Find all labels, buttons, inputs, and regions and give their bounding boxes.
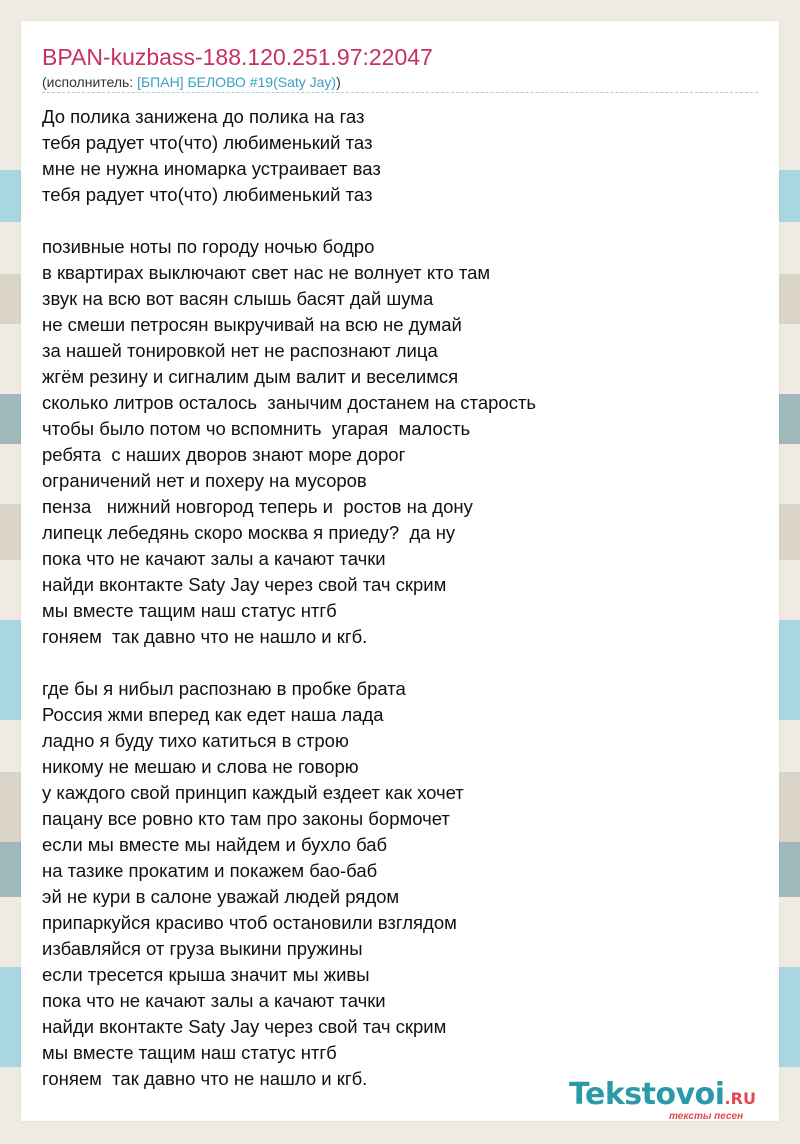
logo-wordmark — [569, 1077, 756, 1112]
lyric-line: если тресется крыша значит мы живы — [42, 964, 370, 985]
lyric-line: Россия жми вперед как едет наша лада — [42, 704, 384, 725]
lyric-line: никому не мешаю и слова не говорю — [42, 756, 359, 777]
lyric-line: позивные ноты по городу ночью бодро — [42, 236, 375, 257]
lyric-line — [42, 650, 762, 676]
lyric-line: на тазике прокатим и покажем бао-баб — [42, 860, 378, 881]
lyric-line: липецк лебедянь скоро москва я приеду? да ну — [42, 522, 456, 543]
lyrics-text — [42, 104, 762, 1092]
song-title: BPAN-kuzbass-188.120.251.97:22047 — [42, 44, 433, 70]
lyric-line: тебя радует что(что) любименький таз — [42, 184, 373, 205]
lyric-line: если мы вместе мы найдем и бухло баб — [42, 834, 388, 855]
lyric-line: припаркуйся красиво чтоб остановили взглядом — [42, 912, 457, 933]
lyric-line: у каждого свой принцип каждый ездеет как хочет — [42, 782, 464, 803]
lyric-line: не смеши петросян выкручивай на всю не думай — [42, 314, 462, 335]
artist-suffix: ) — [336, 74, 341, 90]
lyric-line: жгём резину и сигналим дым валит и веселимся — [42, 366, 459, 387]
lyric-line: чтобы было потом чо вспомнить угарая малость — [42, 418, 471, 439]
lyric-line: гоняем так давно что не нашло и кгб. — [42, 626, 368, 647]
lyric-line: эй не кури в салоне уважай людей рядом — [42, 886, 400, 907]
tekstovoi-logo[interactable] — [569, 1077, 779, 1122]
lyric-line: за нашей тонировкой нет не распознают лица — [42, 340, 438, 361]
lyric-line: избавляйся от груза выкини пружины — [42, 938, 363, 959]
lyric-line: найди вконтакте Saty Jay через свой тач скрим — [42, 1016, 447, 1037]
lyric-line: ограничений нет и похеру на мусоров — [42, 470, 367, 491]
lyric-line: пацану все ровно кто там про законы бормочет — [42, 808, 450, 829]
lyric-line: в квартирах выключают свет нас не волнует кто там — [42, 262, 491, 283]
lyric-line: ладно я буду тихо катиться в строю — [42, 730, 349, 751]
artist-prefix: (исполнитель: — [42, 74, 138, 90]
lyric-line: ребята с наших дворов знают море дорог — [42, 444, 406, 465]
logo-tagline: тексты песен — [669, 1111, 744, 1122]
lyric-line: До полика занижена до полика на газ — [42, 106, 365, 127]
lyric-line: звук на всю вот васян слышь басят дай шума — [42, 288, 434, 309]
lyric-line: пока что не качают залы а качают тачки — [42, 548, 386, 569]
logo-name: Tekstovoi — [569, 1077, 725, 1112]
lyric-line: где бы я нибыл распознаю в пробке брата — [42, 678, 406, 699]
lyric-line: найди вконтакте Saty Jay через свой тач скрим — [42, 574, 447, 595]
artist-line — [42, 74, 341, 90]
title-divider — [42, 92, 758, 93]
lyric-line: сколько литров осталось занычим достанем на старость — [42, 392, 537, 413]
lyrics-card — [21, 21, 779, 1121]
lyric-line: пенза нижний новгород теперь и ростов на дону — [42, 496, 473, 517]
logo-tld: .RU — [724, 1089, 756, 1108]
lyric-line: мы вместе тащим наш статус нтгб — [42, 1042, 337, 1063]
lyric-line: мне не нужна иномарка устраивает ваз — [42, 158, 381, 179]
lyric-line: тебя радует что(что) любименький таз — [42, 132, 373, 153]
lyric-line: мы вместе тащим наш статус нтгб — [42, 600, 337, 621]
lyric-line — [42, 208, 762, 234]
artist-link[interactable]: [БПАН] БЕЛОВО #19(Saty Jay) — [137, 74, 337, 90]
lyric-line: гоняем так давно что не нашло и кгб. — [42, 1068, 368, 1089]
lyric-line: пока что не качают залы а качают тачки — [42, 990, 386, 1011]
